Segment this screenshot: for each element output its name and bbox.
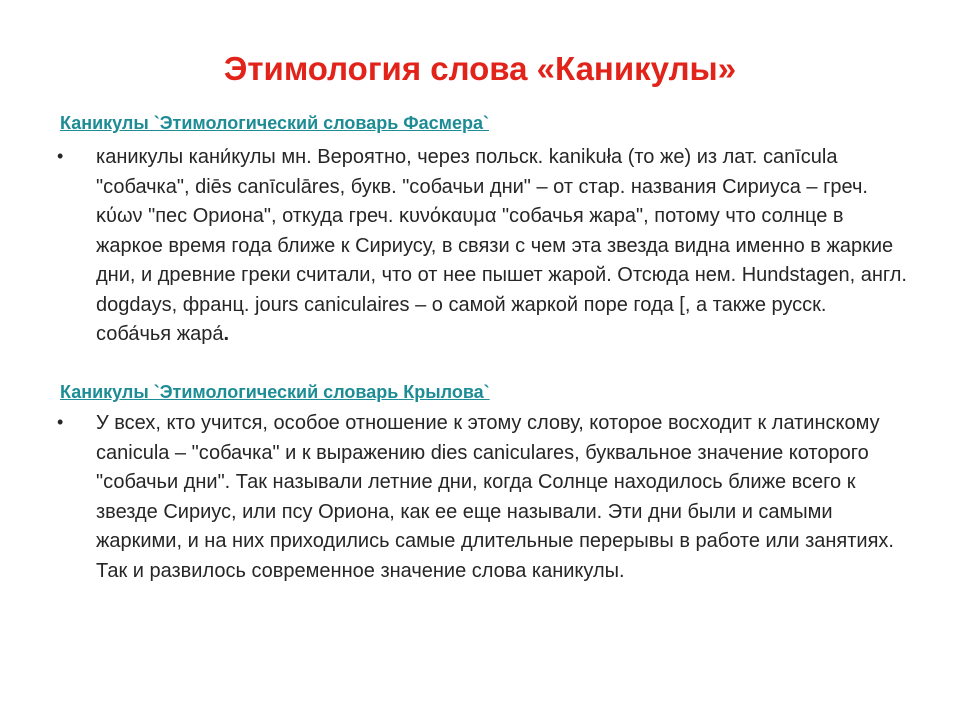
krylov-dictionary-link[interactable]: Каникулы `Этимологический словарь Крылова` bbox=[60, 382, 490, 402]
bullet-dot-icon: • bbox=[57, 412, 64, 432]
vasmer-etymology-text bbox=[96, 143, 907, 350]
vasmer-etymology-body: каникулы кани́кулы мн. Вероятно, через польск. kanikuła (то же) из лат. canīcula "собачка", diēs canīculāres, букв. "собачьи дни" – от стар. названия Сириуса – греч. κύων "пес Ориона", откуда греч. κυνόκαυμα "собачья жара", потому что солнце в жаркое время года ближе к Сириусу, в связи с чем эта звезда видна именно в жаркие дни, и древние греки считали, что от нее пышет жарой. Отсюда нем. Hundstagen, англ. dogdays, франц. jours caniculaires – о самой жаркой поре года [, а также русск. соба́чья жара́ bbox=[96, 146, 907, 345]
slide-title: Этимология слова «Каникулы» bbox=[223, 50, 737, 87]
vasmer-dictionary-link[interactable]: Каникулы `Этимологический словарь Фасмера` bbox=[60, 113, 489, 133]
vasmer-etymology-period: . bbox=[223, 323, 230, 345]
krylov-etymology-text: У всех, кто учится, особое отношение к этому слову, которое восходит к латинскому canicula – "собачка" и к выражению dies caniculares, буквальное значение которого "собачьи дни". Так называли летние дни, когда Солнце находилось ближе всего к звезде Сириус, или псу Ориона, как ее еще называли. Эти дни были и самыми жаркими, и на них приходились самые длительные перерывы в работе или занятиях. Так и развилось современное значение слова каникулы. bbox=[96, 412, 894, 582]
vasmer-etymology-item bbox=[57, 143, 907, 350]
krylov-etymology-item bbox=[57, 409, 907, 586]
bullet-dot-icon: • bbox=[57, 146, 64, 166]
